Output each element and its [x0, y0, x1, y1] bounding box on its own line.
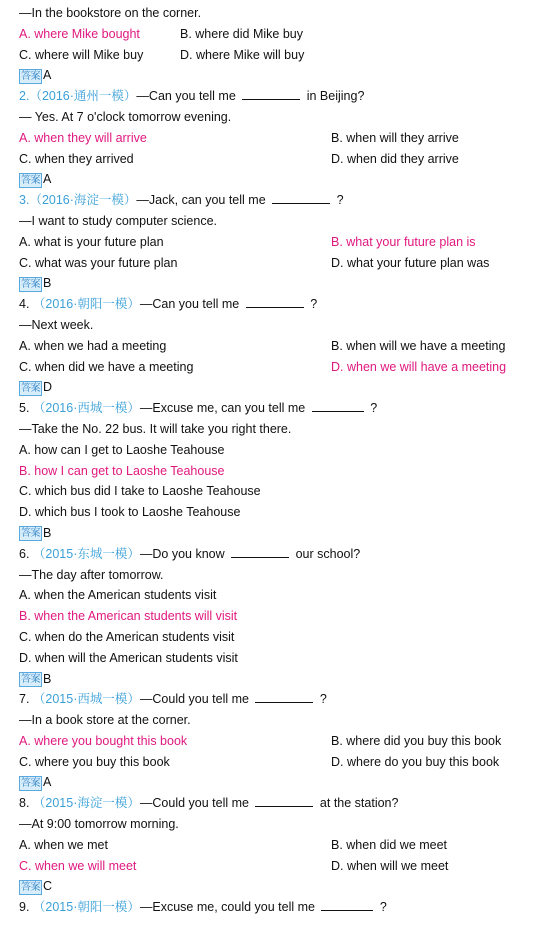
option-line	[19, 461, 544, 482]
answer-badge: 答案	[21, 70, 40, 82]
question-line	[19, 897, 544, 918]
question-prompt: —Could you tell me	[139, 692, 253, 707]
answer-line	[19, 377, 544, 398]
option: D. where Mike will buy	[180, 47, 305, 62]
question-line	[19, 793, 544, 814]
option: B. where did you buy this book	[331, 733, 502, 748]
option: B. when will we have a meeting	[331, 338, 506, 353]
correct-option: A. where Mike bought	[19, 26, 140, 41]
option: D. when will we meet	[331, 858, 449, 873]
question-source: （2015·西城一模）	[32, 692, 140, 707]
reply-line	[19, 315, 544, 336]
question-line	[19, 294, 544, 315]
option-line	[19, 585, 544, 606]
question-prompt: —Do you know	[139, 546, 229, 561]
reply-line	[19, 565, 544, 586]
option: D. where do you buy this book	[331, 754, 500, 769]
answer-blank	[242, 87, 300, 100]
question-number: 5.	[19, 401, 33, 416]
question-source: （2015·东城一模）	[32, 546, 140, 561]
question-prompt-end: at the station?	[316, 796, 399, 811]
reply-line	[19, 814, 544, 835]
answer-line	[19, 669, 544, 690]
option-line	[19, 481, 544, 502]
answer-value: A	[43, 68, 52, 83]
reply-text: —At 9:00 tomorrow morning.	[19, 817, 179, 832]
option: C. where will Mike buy	[19, 47, 144, 62]
answer-blank	[312, 399, 364, 412]
question-prompt-end: ?	[366, 401, 378, 416]
option: A. what is your future plan	[19, 234, 164, 249]
question-prompt: —Jack, can you tell me	[136, 193, 270, 208]
question-line	[19, 544, 544, 565]
reply-text: —In a book store at the corner.	[19, 713, 191, 728]
correct-option: A. when they will arrive	[19, 130, 147, 145]
question-prompt: —Can you tell me	[139, 297, 243, 312]
question-line	[19, 398, 544, 419]
option: A. when we met	[19, 837, 108, 852]
option-row	[19, 45, 544, 66]
answer-badge: 答案	[21, 881, 40, 893]
option-row	[19, 128, 544, 149]
option: C. when did we have a meeting	[19, 359, 194, 374]
answer-line	[19, 772, 544, 793]
option-row	[19, 24, 544, 45]
option-row	[19, 232, 544, 253]
option-row	[19, 149, 544, 170]
question-number: 8.	[19, 796, 33, 811]
reply-line	[19, 211, 544, 232]
answer-line	[19, 65, 544, 86]
question-prompt-end: ?	[333, 193, 344, 208]
answer-badge: 答案	[21, 673, 40, 685]
answer-badge: 答案	[21, 382, 40, 394]
answer-value: B	[43, 525, 52, 540]
question-prompt: —Could you tell me	[139, 796, 253, 811]
question-number: 9.	[19, 900, 33, 915]
reply-text: —In the bookstore on the corner.	[19, 6, 202, 20]
option: D. which bus I took to Laoshe Teahouse	[19, 505, 241, 520]
question-source: （2015·朝阳一模）	[32, 900, 140, 915]
answer-blank	[255, 690, 313, 703]
question-source: （2016·西城一模）	[32, 401, 140, 416]
option: C. when they arrived	[19, 151, 134, 166]
correct-option: C. when we will meet	[19, 858, 137, 873]
correct-option: D. when we will have a meeting	[331, 359, 507, 374]
reply-line	[19, 710, 544, 731]
answer-blank	[321, 898, 373, 911]
answer-value: A	[43, 775, 52, 790]
question-prompt-end: in Beijing?	[303, 89, 365, 104]
option-row	[19, 357, 544, 378]
option: C. what was your future plan	[19, 255, 178, 270]
question-prompt-end: ?	[306, 297, 318, 312]
reply-line	[19, 107, 544, 128]
option: B. when will they arrive	[331, 130, 459, 145]
question-number: 7.	[19, 692, 33, 707]
answer-badge: 答案	[21, 174, 40, 186]
question-source: （2016·通州一模）	[29, 89, 137, 104]
answer-value: A	[43, 172, 52, 187]
question-prompt: —Excuse me, can you tell me	[139, 401, 309, 416]
question-prompt-end: ?	[376, 900, 387, 915]
question-source: （2016·海淀一模）	[29, 193, 137, 208]
option-row	[19, 253, 544, 274]
question-line	[19, 86, 544, 107]
correct-option: B. what your future plan is	[331, 234, 476, 249]
option-row	[19, 752, 544, 773]
correct-option: B. how I can get to Laoshe Teahouse	[19, 463, 225, 478]
option: B. when did we meet	[331, 837, 448, 852]
question-line	[19, 689, 544, 710]
reply-text: —Next week.	[19, 317, 94, 332]
correct-option: B. when the American students will visit	[19, 609, 238, 624]
answer-badge: 答案	[21, 278, 40, 290]
question-source: （2016·朝阳一模）	[32, 297, 140, 312]
question-number: 4.	[19, 297, 33, 312]
reply-line	[19, 3, 544, 24]
reply-text: — Yes. At 7 o'clock tomorrow evening.	[19, 109, 232, 124]
option: B. where did Mike buy	[180, 26, 303, 41]
option-line	[19, 648, 544, 669]
question-number: 3.	[19, 193, 30, 208]
answer-value: B	[43, 671, 52, 686]
correct-option: A. where you bought this book	[19, 733, 188, 748]
option: C. where you buy this book	[19, 754, 170, 769]
answer-line	[19, 876, 544, 897]
answer-blank	[246, 295, 304, 308]
answer-blank	[255, 794, 313, 807]
answer-blank	[272, 191, 330, 204]
option-row	[19, 835, 544, 856]
answer-badge: 答案	[21, 777, 40, 789]
option-line	[19, 502, 544, 523]
option-line	[19, 627, 544, 648]
answer-line	[19, 169, 544, 190]
question-prompt: —Can you tell me	[136, 89, 240, 104]
reply-line	[19, 419, 544, 440]
option-line	[19, 440, 544, 461]
option: C. which bus did I take to Laoshe Teahouse	[19, 484, 261, 499]
question-prompt: —Excuse me, could you tell me	[139, 900, 319, 915]
question-number: 6.	[19, 546, 33, 561]
option: C. when do the American students visit	[19, 629, 235, 644]
answer-value: D	[43, 380, 53, 395]
answer-blank	[231, 545, 289, 558]
answer-value: B	[43, 276, 52, 291]
option: A. when we had a meeting	[19, 338, 167, 353]
option-row	[19, 731, 544, 752]
option: A. how can I get to Laoshe Teahouse	[19, 442, 225, 457]
reply-text: —Take the No. 22 bus. It will take you right there.	[19, 421, 292, 436]
answer-value: C	[43, 879, 53, 894]
question-prompt-end: our school?	[292, 546, 361, 561]
answer-line	[19, 523, 544, 544]
answer-badge: 答案	[21, 528, 40, 540]
question-line	[19, 190, 544, 211]
option: D. what your future plan was	[331, 255, 490, 270]
question-number: 2.	[19, 89, 30, 104]
option: D. when did they arrive	[331, 151, 459, 166]
reply-text: —I want to study computer science.	[19, 213, 218, 228]
reply-text: —The day after tomorrow.	[19, 567, 164, 582]
option-row	[19, 336, 544, 357]
option-line	[19, 606, 544, 627]
option: A. when the American students visit	[19, 588, 217, 603]
answer-line	[19, 273, 544, 294]
option: D. when will the American students visit	[19, 650, 238, 665]
question-source: （2015·海淀一模）	[32, 796, 140, 811]
option-row	[19, 856, 544, 877]
question-prompt-end: ?	[316, 692, 327, 707]
